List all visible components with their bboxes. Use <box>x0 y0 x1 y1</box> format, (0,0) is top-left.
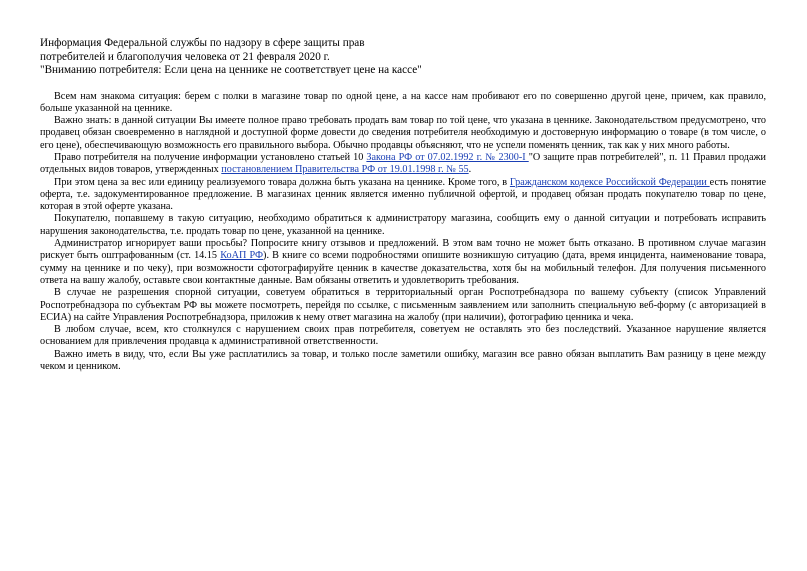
paragraph-8: В любом случае, всем, кто столкнулся с нарушением своих прав потребителя, советуем не оставлять это без последствий. Указанное нарушение является основанием для привлечения продавца к административной ответственности. <box>40 324 766 348</box>
paragraph-4 <box>40 177 766 214</box>
paragraph-3 <box>40 152 766 177</box>
header-line-3: "Вниманию потребителя: Если цена на ценнике не соответствует цене на кассе" <box>40 64 422 76</box>
paragraph-2: Важно знать: в данной ситуации Вы имеете полное право требовать продать вам товар по той цене, что указана в ценнике. Законодательством предусмотрено, что продавец обязан своевременно в наглядной и доступной форме довести до сведения потребителя необходимую и достоверную информацию о товаре (в том числе, о его цене), обеспечивающую возможность его правильного выбора. Обычно продавцы объясняют, что не успели поменять ценник, так как у них много работы. <box>40 115 766 151</box>
paragraph-1: Всем нам знакома ситуация: берем с полки в магазине товар по одной цене, а на кассе нам пробивают его по совершенно другой цене, причем, как правило, больше указанной на ценнике. <box>40 90 766 114</box>
consumer-rights-law-link[interactable]: Закона РФ от 07.02.1992 г. № 2300-I <box>366 151 529 163</box>
koap-link[interactable]: КоАП РФ <box>220 250 264 262</box>
paragraph-7: В случае не разрешения спорной ситуации, советуем обратиться в территориальный орган Роспотребнадзора по вашему субъекту (список Управлений Роспотребнадзора по субъектам РФ вы можете посмотреть, перейдя по ссылке, с письменным заявлением или заполнить специальную веб-форму (с авторизацией в ЕСИА) на сайте Управления Роспотребнадзора, приложив к нему ответ магазина на жалобу (при наличии), фотографию ценника и чека. <box>40 287 766 323</box>
paragraph-6-text-b: ). В книге со всеми подробностями опишите возникшую ситуацию (дата, время инцидента, наименование товара, сумму на ценнике и по чеку), при возможности сфотографируйте ценник в качестве доказательства, хотя бы на мобильный телефон. Для получения письменного ответа на вашу жалобу, оставьте свои контактные данные. Вам обязаны ответить и удовлетворить требования. <box>40 250 767 286</box>
paragraph-3-text-c: . <box>468 164 472 176</box>
header-line-1: Информация Федеральной службы по надзору в сфере защиты прав <box>40 37 365 49</box>
document-body <box>40 91 766 374</box>
civil-code-link[interactable]: Гражданском кодексе Российской Федерации <box>509 176 710 188</box>
document-header <box>40 37 766 78</box>
paragraph-4-text-b: есть понятие оферта, т.е. задокументированное предложение. В магазинах ценник является именно публичной офертой, и продавец обязан продать покупателю товар по цене, которая в этой оферте указана. <box>40 176 767 213</box>
paragraph-9: Важно иметь в виду, что, если Вы уже расплатились за товар, и только после заметили ошибку, магазин все равно обязан выплатить Вам разницу в цене между чеком и ценником. <box>40 348 766 373</box>
header-line-2: потребителей и благополучия человека от 21 февраля 2020 г. <box>40 50 330 63</box>
document-page <box>40 37 766 373</box>
paragraph-6-text-a: Администратор игнорирует ваши просьбы? Попросите книгу отзывов и предложений. В этом вам точно не может быть отказано. В противном случае магазин рискует быть оштрафованным (ст. 14.15 <box>40 238 766 262</box>
paragraph-6 <box>40 238 766 287</box>
paragraph-5: Покупателю, попавшему в такую ситуацию, необходимо обратиться к администратору магазина, сообщить ему о данной ситуации и потребовать исправить нарушения законодательства, т.е. продать товар по цене, указанной на ценнике. <box>40 213 766 237</box>
paragraph-3-text-a: Право потребителя на получение информации установлено статьей 10 <box>54 151 367 163</box>
paragraph-3-text-b: "О защите прав потребителей", п. 11 Правил продажи отдельных видов товаров, утвержденных <box>40 151 766 176</box>
government-decree-link[interactable]: постановлением Правительства РФ от 19.01.1998 г. № 55 <box>221 164 469 176</box>
paragraph-4-text-a: При этом цена за вес или единицу реализуемого товара должна быть указана на ценнике. Кроме того, в <box>54 176 510 188</box>
